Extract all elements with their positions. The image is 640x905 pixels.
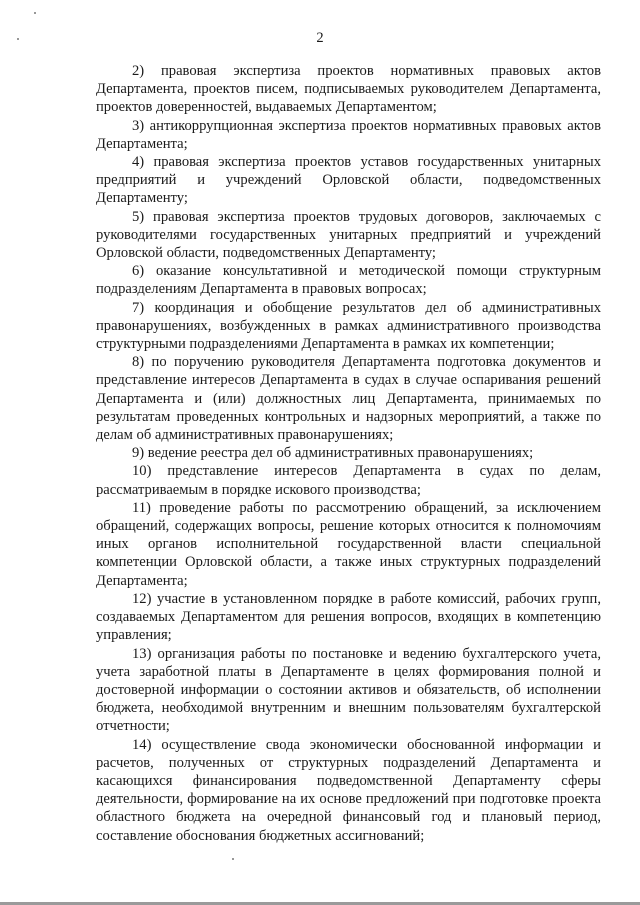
paragraph-item-3: 3) антикоррупционная экспертиза проектов нормативных правовых актов Департамента; [96, 117, 601, 152]
paragraph-item-11: 11) проведение работы по рассмотрению обращений, за исключением обращений, содержащих вопросы, решение которых относится к полномочиям иных органов исполнительной государственной власти специальной компетенции Орловской области, а также иных структурных подразделений Департамента; [96, 499, 601, 589]
paragraph-item-13: 13) организация работы по постановке и ведению бухгалтерского учета, учета заработной платы в Департаменте в целях формирования полной и достоверной информации о состоянии активов и обязательств, об исполнении бюджета, необходимой внутренним и внешним пользователям бухгалтерской отчетности; [96, 645, 601, 735]
paragraph-item-9: 9) ведение реестра дел об административных правонарушениях; [132, 445, 534, 462]
document-body [96, 62, 601, 845]
scan-speck [232, 858, 234, 860]
paragraph-item-7: 7) координация и обобщение результатов дел об административных правонарушениях, возбужденных в рамках административного производства структурными подразделениями Департамента в рамках их компетенции; [96, 299, 601, 353]
paragraph-item-12: 12) участие в установленном порядке в работе комиссий, рабочих групп, создаваемых Департаментом для решения вопросов, входящих в компетенцию управления; [96, 590, 601, 644]
paragraph-item-4: 4) правовая экспертиза проектов уставов государственных унитарных предприятий и учреждений Орловской области, подведомственных Департаменту; [96, 154, 601, 207]
paragraph-item-2: 2) правовая экспертиза проектов нормативных правовых актов Департамента, проектов писем, подписываемых руководителем Департамента, проектов доверенностей, выдаваемых Департаментом; [96, 63, 601, 116]
paragraph-item-5: 5) правовая экспертиза проектов трудовых договоров, заключаемых с руководителями государственных унитарных предприятий и учреждений Орловской области, подведомственных Департаменту; [96, 208, 601, 262]
scan-speck [34, 12, 36, 14]
paragraph-item-6: 6) оказание консультативной и методической помощи структурным подразделениям Департамента в правовых вопросах; [96, 263, 601, 298]
page-number: 2 [316, 30, 324, 46]
paragraph-item-10: 10) представление интересов Департамента в судах по делам, рассматриваемым в порядке искового производства; [96, 463, 601, 498]
paragraph-item-14: 14) осуществление свода экономически обоснованной информации и расчетов, полученных от структурных подразделений Департамента и касающихся финансирования подведомственной Департаменту сферы деятельности, формирование на их основе предложений при подготовке проекта областного бюджета на очередной финансовый год и плановый период, составление обоснования бюджетных ассигнований; [96, 736, 601, 844]
paragraph-item-8: 8) по поручению руководителя Департамента подготовка документов и представление интересов Департамента в судах в случае оспаривания решений Департамента и (или) должностных лиц Департамента, принимаемых по результатам проведенных контрольных и надзорных мероприятий, а также по делам об административных правонарушениях; [96, 354, 601, 444]
